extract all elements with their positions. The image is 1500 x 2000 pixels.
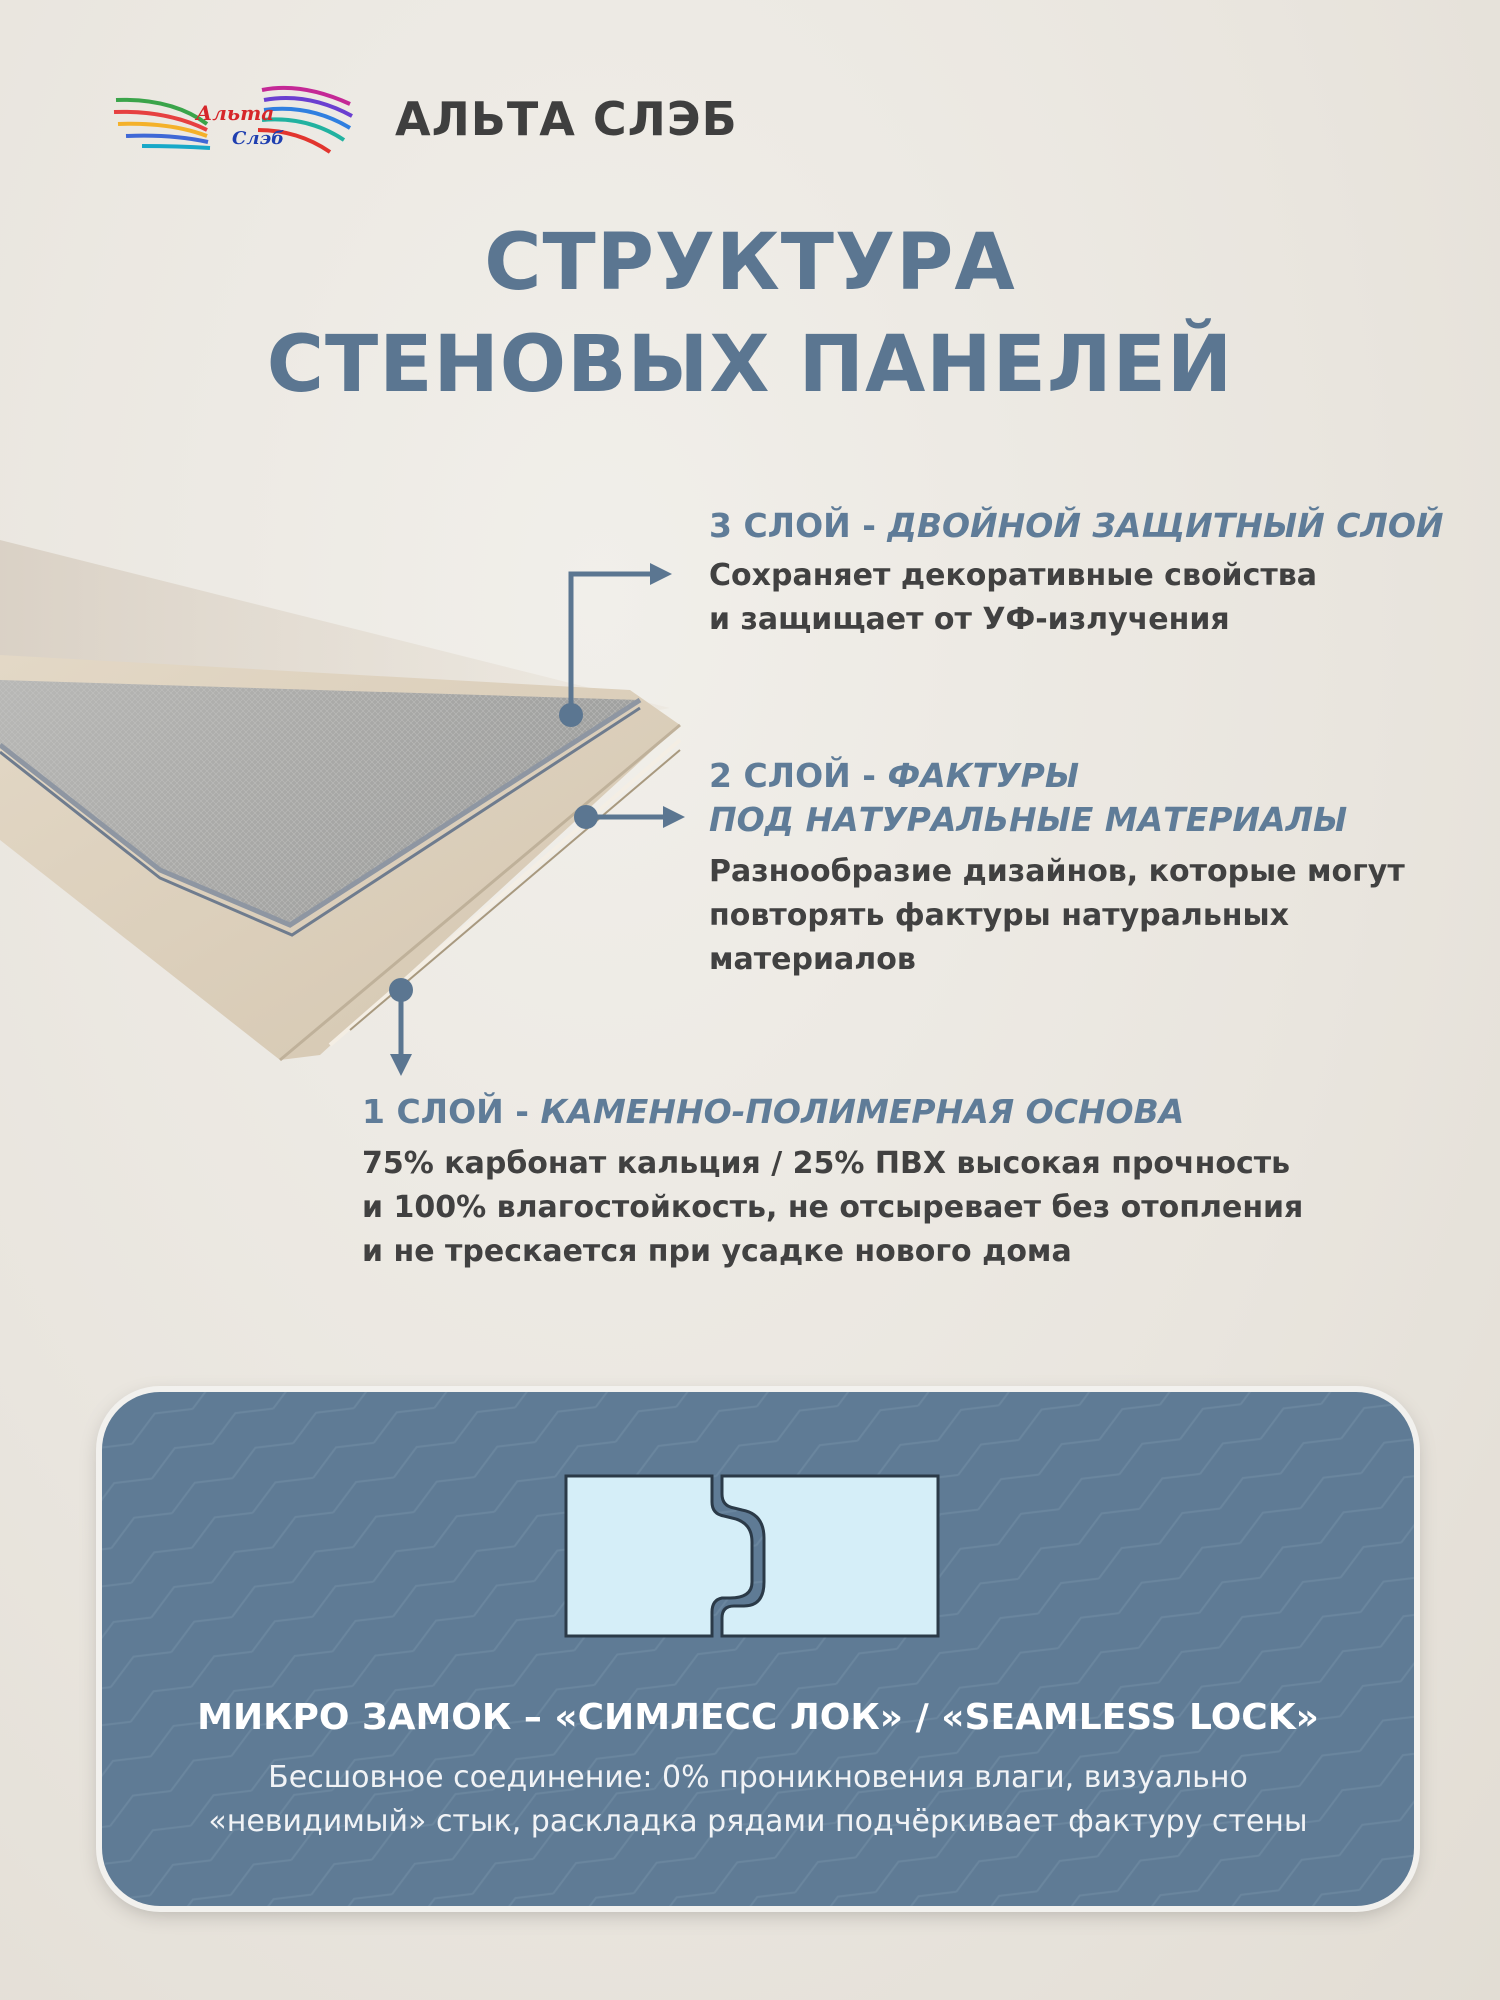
brand-name: АЛЬТА СЛЭБ xyxy=(395,92,738,146)
logo-text-2: Слэб xyxy=(232,128,285,149)
layer-3-heading xyxy=(709,506,1444,545)
layer-1-desc-line: и 100% влагостойкость, не отсыревает без отопления xyxy=(362,1190,1304,1225)
layer-2-number: 2 СЛОЙ - xyxy=(709,756,888,795)
layer-2-desc-line: материалов xyxy=(709,942,916,977)
page-title-line-2: СТЕНОВЫХ ПАНЕЛЕЙ xyxy=(266,320,1234,410)
lock-title: МИКРО ЗАМОК – «СИМЛЕСС ЛОК» / «SEAMLESS LOCK» xyxy=(197,1697,1319,1738)
layer-2-description xyxy=(709,850,1405,982)
layer-2-desc-line: Разнообразие дизайнов, которые могут xyxy=(709,854,1405,889)
layer-2-title-2: ПОД НАТУРАЛЬНЫЕ МАТЕРИАЛЫ xyxy=(709,800,1348,839)
lock-desc-line: «невидимый» стык, раскладка рядами подчёркивает фактуру стены xyxy=(208,1804,1308,1839)
lock-desc-line: Бесшовное соединение: 0% проникновения влаги, визуально xyxy=(268,1760,1248,1795)
layer-1-heading xyxy=(362,1092,1184,1131)
layer-1-title: КАМЕННО-ПОЛИМЕРНАЯ ОСНОВА xyxy=(540,1092,1185,1131)
layer-3-number: 3 СЛОЙ - xyxy=(709,506,888,545)
logo-text-1: Альта xyxy=(196,101,275,125)
layer-3-title: ДВОЙНОЙ ЗАЩИТНЫЙ СЛОЙ xyxy=(887,506,1444,545)
layer-2-heading-line-2 xyxy=(709,800,1347,839)
lock-description xyxy=(102,1756,1414,1844)
brand-logo xyxy=(112,80,357,162)
panel-layers-illustration xyxy=(0,540,720,1100)
layer-1-description xyxy=(362,1142,1303,1274)
layer-2-heading xyxy=(709,756,1079,795)
lock-right-panel xyxy=(722,1476,938,1636)
layer-2-desc-line: повторять фактуры натуральных xyxy=(709,898,1290,933)
layer-1-desc-line: и не трескается при усадке нового дома xyxy=(362,1234,1072,1269)
layer-1-number: 1 СЛОЙ - xyxy=(362,1092,541,1131)
layer-3-desc-line: Сохраняет декоративные свойства xyxy=(709,558,1317,593)
layer-2-title: ФАКТУРЫ xyxy=(887,756,1080,795)
layer-3-description xyxy=(709,554,1317,642)
page-title-line-1: СТРУКТУРА xyxy=(484,218,1016,308)
seamless-lock-card xyxy=(102,1392,1414,1906)
micro-lock-diagram xyxy=(562,1472,942,1640)
layer-1-desc-line: 75% карбонат кальция / 25% ПВХ высокая прочность xyxy=(362,1146,1291,1181)
layer-3-desc-line: и защищает от УФ-излучения xyxy=(709,602,1230,637)
